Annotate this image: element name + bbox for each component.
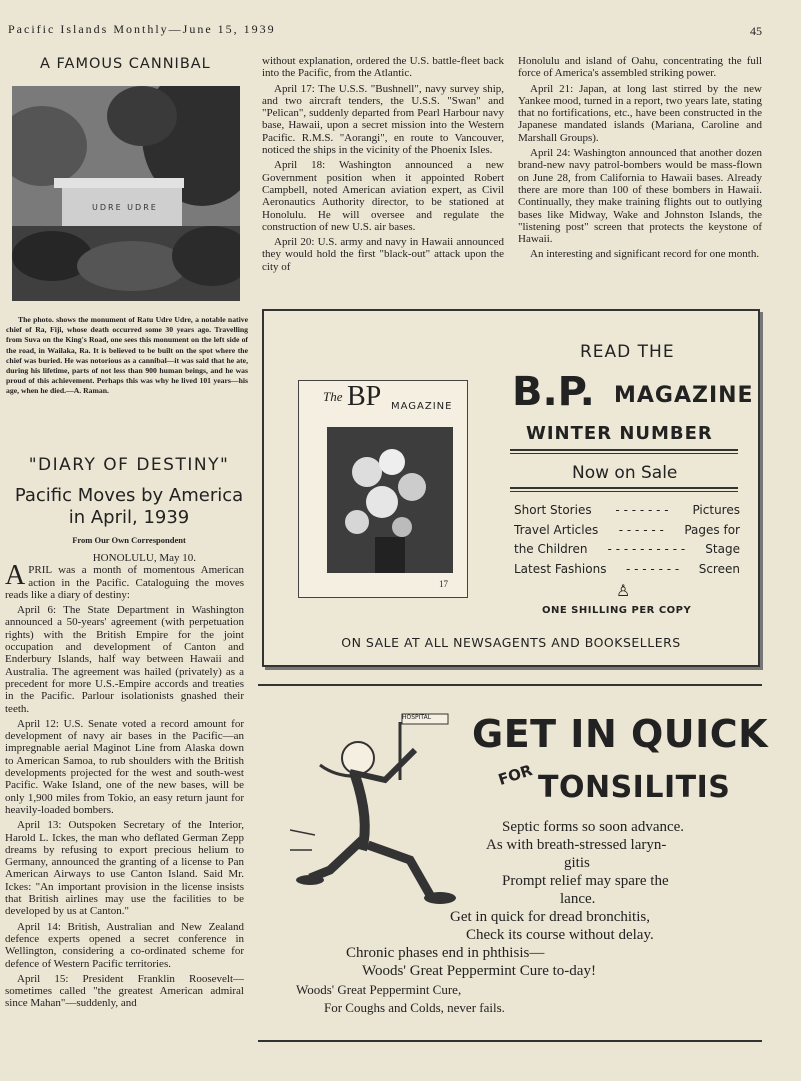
ad-now-on-sale: Now on Sale bbox=[572, 463, 678, 483]
cover-flag: 17 bbox=[439, 579, 448, 589]
paragraph: An interesting and significant record for one month. bbox=[530, 248, 760, 261]
photo-heading: A FAMOUS CANNIBAL bbox=[40, 56, 211, 72]
monument-illustration bbox=[12, 86, 240, 301]
ad-price: ONE SHILLING PER COPY bbox=[542, 605, 692, 616]
paragraph: April 13: Outspoken Secretary of the Interior, Harold L. Ickes, the man who deflated German Zepp dreams by refusing to export precious helium to Germany, announced the granting of a license to Pan American Airways to use Canton Island. Said Mr. Ickes: "An important provision in the license insists that British airlines may use the facilities to be developed by us at Canton." bbox=[5, 819, 244, 918]
running-man-illustration bbox=[290, 710, 470, 910]
paragraph: April 6: The State Department in Washington announced a 50-years' agreement (with perpetuation rights) with the British Empire for the joint occupation and development of Canton and Enderbury Islands, half way between Hawaii and Australia. The agreement was hailed (privately) as a precedent for more U.S.-Empire accords and treaties in the Pacific. Parlour isolationists gnashed their teeth. bbox=[5, 604, 244, 715]
contents-row: Short Stories - - - - - - - Pictures bbox=[514, 503, 740, 517]
ad-for: FOR bbox=[496, 761, 535, 789]
paragraph: April 18: Washington announced a new Government position when it appointed Robert Campbell, noted American aviation expert, as Civil Aeronautics Authority director, to be stationed at Honolulu. He will oversee and regulate the construction of new U.S. air bases. bbox=[262, 159, 504, 233]
monument-photo bbox=[12, 86, 240, 301]
ad-get-in-quick: GET IN QUICK bbox=[472, 712, 769, 756]
paragraph: April 15: President Franklin Roosevelt—sometimes called "the greatest American admiral since Mahan"—suddenly, and bbox=[5, 972, 244, 1010]
ad-tonsilitis: TONSILITIS bbox=[538, 770, 731, 805]
contents-row: Travel Articles - - - - - - Pages for bbox=[514, 522, 740, 537]
ad-read-the: READ THE bbox=[580, 342, 675, 362]
paragraph: April 24: Washington announced that another dozen brand-new navy patrol-bombers would be mass-flown on June 28, from California to Hawaii bases. Already there are more than 100 of these bombers in Hawaii. Continually, they make training flights out to outlying bases like Midway, Wake and Johnston Islands, the "listening post" screen that protects the keystone of Hawaii. bbox=[518, 147, 762, 246]
article-dateline: HONOLULU, May 10. bbox=[92, 552, 196, 564]
cover-flower-illustration bbox=[327, 427, 453, 573]
ad-bp: B.P. bbox=[512, 369, 595, 415]
ad-footer: ON SALE AT ALL NEWSAGENTS AND BOOKSELLERS bbox=[341, 635, 681, 650]
article-headline-line1: Pacific Moves by America bbox=[14, 485, 244, 506]
magazine-cover bbox=[298, 380, 468, 598]
cover-the: The bbox=[323, 389, 343, 404]
section-rule bbox=[258, 684, 762, 686]
divider bbox=[510, 491, 738, 492]
ad-tagline-2: For Coughs and Colds, never fails. bbox=[324, 1000, 505, 1015]
ad-magazine: MAGAZINE bbox=[614, 383, 754, 408]
bp-magazine-ad bbox=[262, 309, 760, 667]
paragraph: April 21: Japan, at long last stirred by the new Yankee mood, turned in a report, two years late, stating that no fortifications, etc., have been constructed in the Japanese mandated islands (Mariana, Caroline and Marshall Groups). bbox=[518, 82, 762, 144]
page-number: 45 bbox=[750, 24, 762, 38]
ad-ornament-icon: ♙ bbox=[616, 583, 631, 600]
divider bbox=[510, 487, 738, 489]
ad-winter-number: WINTER NUMBER bbox=[526, 423, 713, 444]
paragraph: April 17: The U.S.S. "Bushnell", navy survey ship, and two aircraft tenders, the U.S.S. "Swan" and "Pelican", suddenly departed from Pearl Harbour navy base, Hawaii, upon a secret mission into the Western Pacific. R.M.S. "Aorangi", en route to Vancouver, noticed the ships in the vicinity of the Phoenix Isles. bbox=[262, 82, 504, 157]
article-column-3 bbox=[518, 55, 762, 264]
dropcap: A bbox=[5, 560, 26, 592]
contents-row: the Children - - - - - - - - - - Stage bbox=[514, 542, 740, 556]
divider bbox=[510, 449, 738, 451]
hospital-sign: HOSPITAL bbox=[402, 714, 432, 721]
bottom-rule bbox=[258, 1040, 762, 1042]
divider bbox=[510, 453, 738, 454]
article-lede: APRIL was a month of momentous American action in the Pacific. Cataloguing the moves reads like a diary of destiny: bbox=[5, 560, 244, 601]
monument-inscription: UDRE UDRE bbox=[92, 203, 158, 212]
contents-row: Latest Fashions - - - - - - - Screen bbox=[514, 561, 740, 576]
article-column-2 bbox=[262, 55, 504, 276]
article-byline: From Our Own Correspondent bbox=[72, 535, 186, 545]
article-headline-line2: in April, 1939 bbox=[68, 507, 190, 528]
paragraph: without explanation, ordered the U.S. battle-fleet back into the Pacific, from the Atlantic. bbox=[262, 55, 504, 80]
paragraph: Honolulu and island of Oahu, concentrating the full force of America's assembled striking power. bbox=[518, 55, 762, 80]
photo-caption: The photo. shows the monument of Ratu Udre Udre, a notable native chief of Ra, Fiji, whose death occurred some 30 years ago. Travelling from Suva on the King's Road, one sees this monument on the left side of the road, in Wailaka, Ra. It is believed to be built on the spot where the chief was buried. He was notorious as a cannibal—it was said that he ate, during his lifetime, parts of not less than 900 human beings, and he was proud of this achievement. Perhaps this was why he lived 101 years—his age, when he died.—A. Raman. bbox=[6, 315, 248, 396]
paragraph: April 20: U.S. army and navy in Hawaii announced they would hold the first "black-out" attack upon the city of bbox=[262, 236, 504, 273]
cover-magazine: MAGAZINE bbox=[391, 401, 453, 412]
article-kicker: "DIARY OF DESTINY" bbox=[28, 455, 230, 475]
paragraph: April 14: British, Australian and New Zealand defence experts opened a secret conference in Wellington, considering a co-ordinated scheme for defence of Western Pacific territories. bbox=[5, 920, 244, 970]
cover-bp: BP bbox=[347, 381, 382, 412]
article-column-1 bbox=[5, 552, 244, 1013]
running-title: Pacific Islands Monthly—June 15, 1939 bbox=[8, 22, 276, 36]
paragraph: April 12: U.S. Senate voted a record amount for development of navy air bases in the Pacific—an impregnable aerial Maginot Line from Alaska down to American Samoa, to rub shoulders with the British developments projected for the west and south-west Pacific. Wake Island, one of the new bases, will be only 1,900 miles from Tokio, an easy return jaunt for heavily-loaded bombers. bbox=[5, 717, 244, 816]
ad-contents-list bbox=[514, 501, 740, 579]
ad-tagline-1: Woods' Great Peppermint Cure, bbox=[296, 982, 462, 997]
